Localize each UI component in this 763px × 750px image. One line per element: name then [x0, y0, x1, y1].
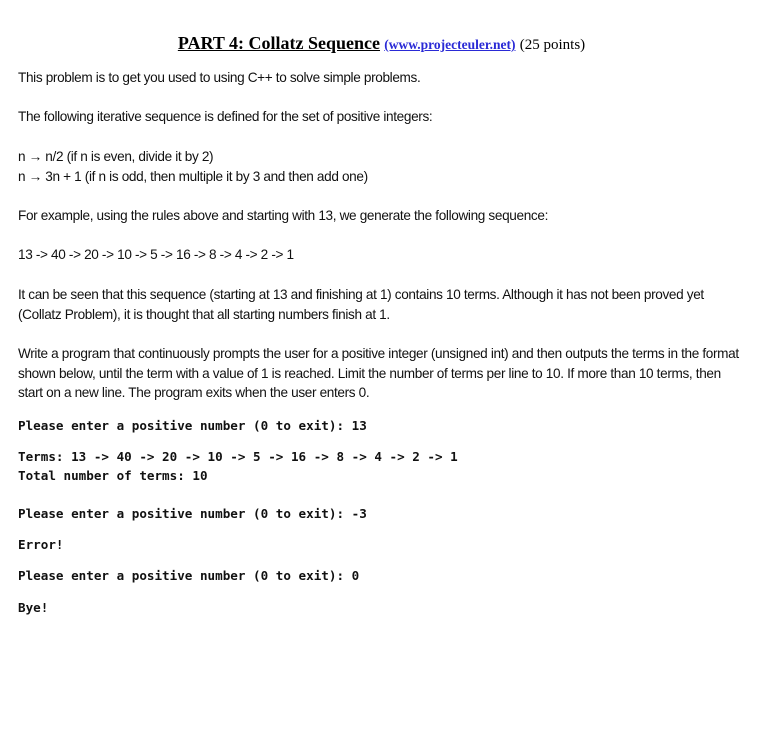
page-title [0, 33, 763, 55]
example-sequence: 13 -> 40 -> 20 -> 10 -> 5 -> 16 -> 8 -> 4 -> 2 -> 1 [18, 247, 294, 262]
points-label: (25 points) [519, 37, 586, 53]
sample-total: Total number of terms: 10 [18, 468, 208, 483]
sample-bye: Bye! [18, 600, 49, 615]
projecteuler-link[interactable]: (www.projecteuler.net) [384, 37, 516, 52]
title-main: PART 4: Collatz Sequence [177, 33, 381, 53]
sample-terms: Terms: 13 -> 40 -> 20 -> 10 -> 5 -> 16 -> 8 -> 4 -> 2 -> 1 [18, 449, 458, 464]
sample-prompt-3: Please enter a positive number (0 to exit): 0 [18, 568, 360, 583]
intro-paragraph: This problem is to get you used to using C++ to solve simple problems. [18, 70, 421, 85]
example-intro: For example, using the rules above and starting with 13, we generate the following sequence: [18, 208, 549, 223]
observation-paragraph: It can be seen that this sequence (starting at 13 and finishing at 1) contains 10 terms. Although it has not been proved yet (Collatz Problem), it is thought that all starting numbers finish at 1. [18, 287, 704, 322]
definition-paragraph: The following iterative sequence is defined for the set of positive integers: [18, 109, 433, 124]
sample-prompt-2: Please enter a positive number (0 to exit): -3 [18, 506, 367, 521]
sample-error: Error! [18, 537, 64, 552]
sample-prompt-1: Please enter a positive number (0 to exit): 13 [18, 418, 367, 433]
task-paragraph: Write a program that continuously prompts the user for a positive integer (unsigned int) and then outputs the terms in the format shown below, until the term with a value of 1 is reached. Limit the number of terms per line to 10. If more than 10 terms, then start on a new line. The program exits when the user enters 0. [18, 346, 739, 400]
rule-odd: n → 3n + 1 (if n is odd, then multiple it by 3 and then add one) [18, 169, 368, 184]
rule-even: n → n/2 (if n is even, divide it by 2) [18, 149, 214, 164]
